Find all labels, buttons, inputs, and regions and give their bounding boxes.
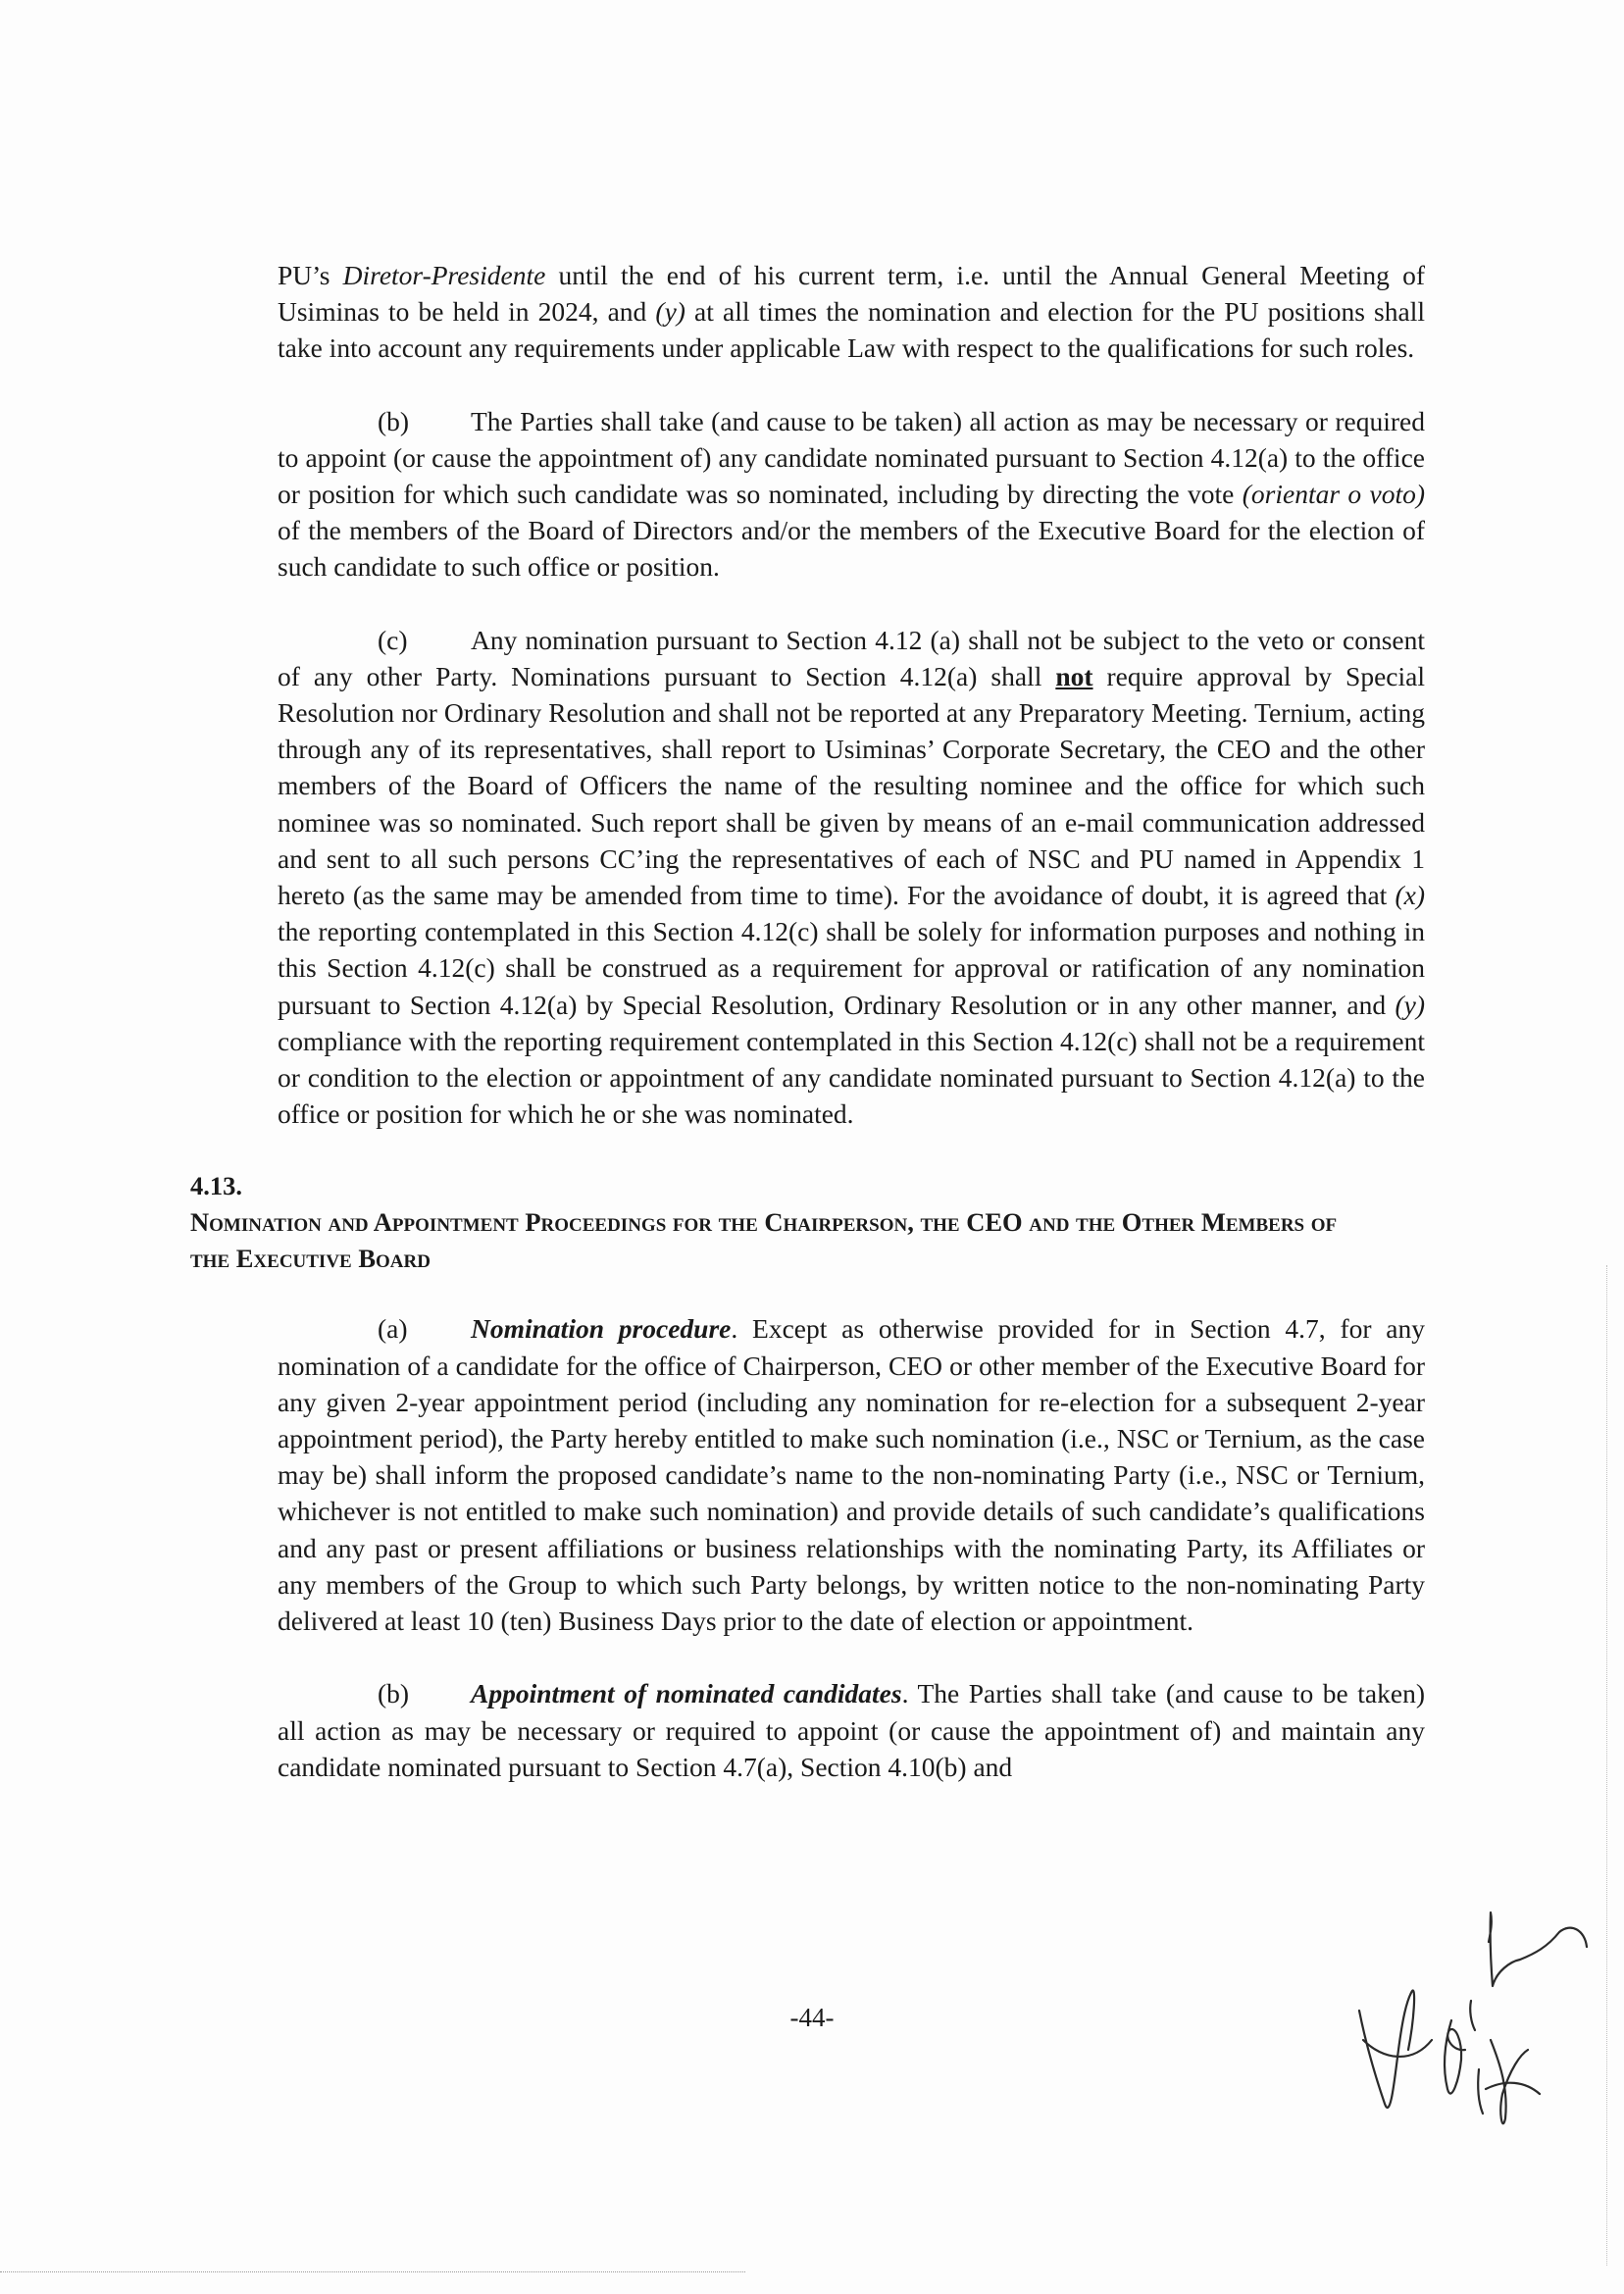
italic-marker: (x) [1395, 880, 1425, 911]
paragraph-label: (c) [378, 624, 408, 655]
text-run: the reporting contemplated in this Section 4.12(c) shall be solely for information purposes and nothing in this Section 4.12(c) shall be construed as a requirement for approval or ratification of any nomination pursuant to Section 4.12(a) by Special Resolution, Ordinary Resolution or in any other manner, and [278, 916, 1425, 1020]
text-run: . The Parties shall take (and cause to be taken) all action as may be necessary or required to appoint (or cause the appointment of) and maintain any candidate nominated pursuant to Section 4.7(a), Section 4.10(b) and [278, 1678, 1425, 1782]
text-run: of the members of the Board of Directors and/or the members of the Executive Board for the election of such candidate to such office or position. [278, 515, 1425, 583]
italic-term: Diretor-Presidente [342, 260, 546, 290]
paragraph-label: (b) [378, 1678, 410, 1709]
paragraph-b [278, 403, 1425, 586]
italic-marker: (y) [655, 296, 685, 328]
paragraph-heading: Nomination procedure [471, 1313, 732, 1345]
initials-signature [1344, 1893, 1608, 2177]
scan-edge-line [1606, 1265, 1607, 2266]
page-number: -44- [789, 2003, 835, 2032]
text-run: compliance with the reporting requirement contemplated in this Section 4.12(c) shall not be a requirement or condition to the election or appointment of any candidate nominated pursuant to Section 4.12(a) to the office or position for which he or she was nominated. [278, 1025, 1425, 1130]
initials-stroke-5 [1489, 1912, 1587, 1986]
text-run: require approval by Special Resolution nor Ordinary Resolution and shall not be reported at any Preparatory Meeting. Ternium, acting through any of its representatives, shall report to Usiminas’ Corporate Secretary, the CEO and the other members of the Board of Officers the name of the resulting nominee and the office for which such nominee was so nominated. Such report shall be given by means of an e-mail communication addressed and sent to all such persons CC’ing the representatives of each of NSC and PU named in Appendix 1 hereto (as the same may be amended from time to time). For the avoidance of doubt, it is agreed that [278, 660, 1425, 911]
paragraph-heading: Appointment of nominated candidates [471, 1678, 902, 1709]
text-run: The Parties shall take (and cause to be taken) all action as may be necessary or required to appoint (or cause the appointment of) any candidate nominated pursuant to Section 4.12(a) to the office or position for which such candidate was so nominated, including by directing the vote [278, 405, 1425, 510]
text-run: . Except as otherwise provided for in Section 4.7, for any nomination of a candidate for the office of Chairperson, CEO or other member of the Executive Board for any given 2-year appointment period (including any nomination for re-election for a subsequent 2-year appointment period), the Party hereby entitled to make such nomination (i.e., NSC or Ternium, as the case may be) shall inform the proposed candidate’s name to the non-nominating Party (i.e., NSC or Ternium, whichever is not entitled to make such nomination) and provide details of such candidate’s qualifications and any past or present affiliations or business relationships with the nominating Party, its Affiliates or any members of the Group to which such Party belongs, by written notice to the non-nominating Party delivered at least 10 (ten) Business Days prior to the date of election or appointment. [278, 1313, 1426, 1637]
text-run: PU’s [278, 260, 343, 290]
paragraph-c [278, 622, 1425, 1133]
text-run: Any nomination pursuant to Section 4.12 (a) shall not be subject to the veto or consent of any other Party. Nominations pursuant to Section 4.12(a) shall [278, 624, 1425, 691]
text-run: until the end of his current term, i.e. until the Annual General Meeting of Usiminas to be held in 2024, and [278, 260, 1425, 328]
paragraph-continuation [278, 257, 1425, 367]
section-title: Nomination and Appointment Proceedings for the Chairperson, the CEO and the Other Members of the Executive Board [190, 1207, 1338, 1274]
initials-stroke-3 [1445, 2020, 1465, 2094]
emphasis-not: not [1055, 660, 1093, 691]
initials-stroke-7 [1486, 2083, 1540, 2094]
initials-stroke-8 [1478, 2069, 1483, 2114]
initials-stroke-1 [1359, 1991, 1414, 2108]
text-run: at all times the nomination and election for the PU positions shall take into account any requirements under applicable Law with respect to the qualifications for such roles. [278, 296, 1425, 364]
section-heading [190, 1168, 1425, 1277]
paragraph-b2 [278, 1675, 1425, 1785]
page-body [190, 257, 1426, 1821]
paragraph-a [278, 1310, 1425, 1639]
paragraph-label: (b) [378, 405, 410, 436]
section-number: 4.13. [190, 1171, 242, 1201]
initials-stroke-4 [1470, 2001, 1475, 2030]
scan-bottom-line [0, 2271, 745, 2272]
paragraph-label: (a) [378, 1313, 408, 1345]
italic-term: (orientar o voto) [1242, 479, 1425, 510]
italic-marker: (y) [1395, 989, 1425, 1020]
